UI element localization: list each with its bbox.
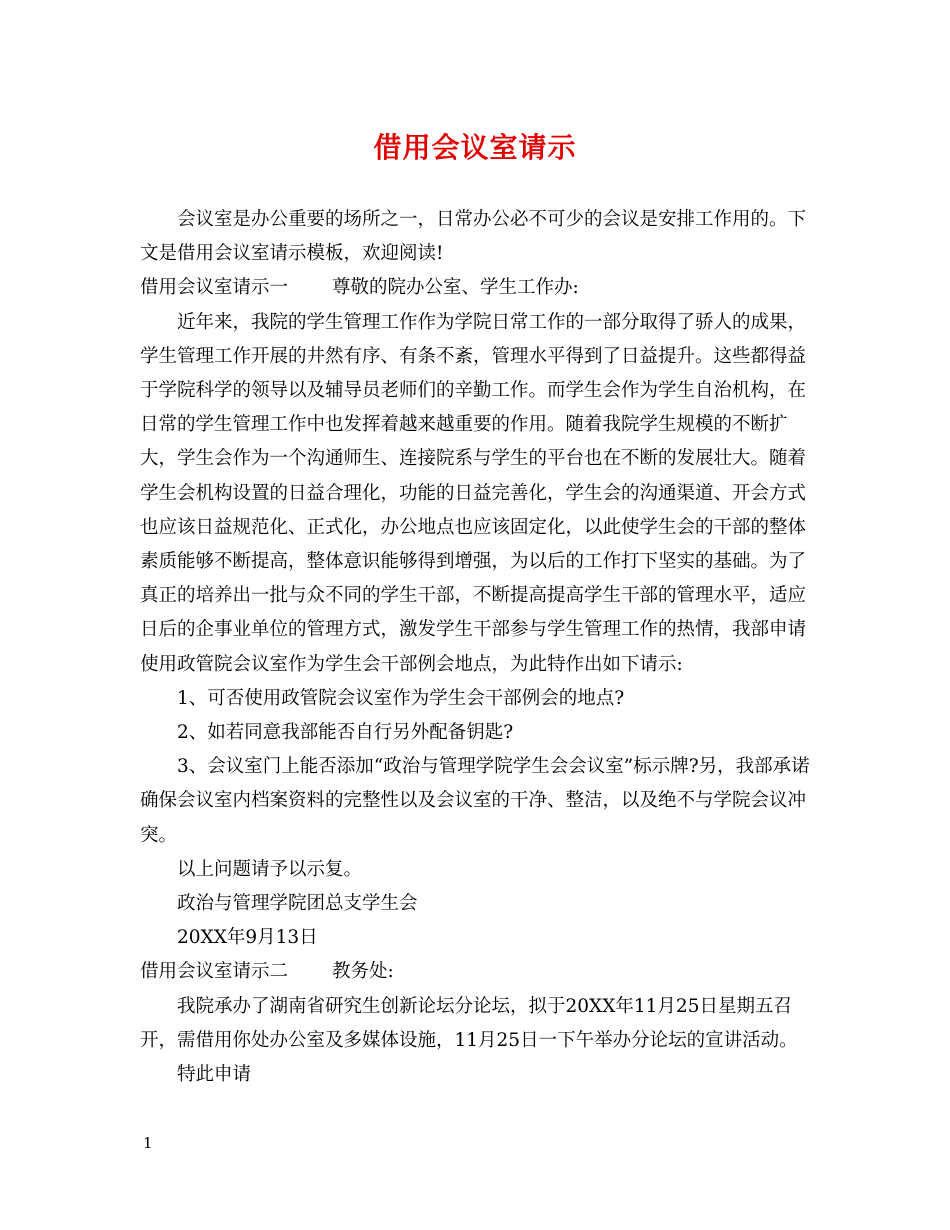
section2-heading-line (140, 955, 820, 989)
section2-closing: 特此申请 (177, 1064, 252, 1086)
page-number: 1 (143, 1134, 153, 1152)
section1-closing: 以上问题请予以示复。 (177, 858, 363, 880)
section1-heading-line (140, 271, 820, 305)
section1-item-3: 3、会议室门上能否添加“政治与管理学院学生会会议室”标示牌?另，我部承诺确保会议室内档案资料的完整性以及会议室的干净、整洁，以及绝不与学院会议冲突。 (140, 756, 810, 846)
section1-addressee: 尊敬的院办公室、学生工作办: (332, 277, 579, 299)
section1-heading: 借用会议室请示一 (140, 277, 289, 299)
section1-item-2: 2、如若同意我部能否自行另外配备钥匙? (177, 722, 514, 744)
intro-paragraph: 会议室是办公重要的场所之一，日常办公必不可少的会议是安排工作用的。下文是借用会议室请示模板，欢迎阅读! (140, 209, 807, 265)
section2-body-paragraph: 我院承办了湖南省研究生创新论坛分论坛，拟于20XX年11月25日星期五召开，需借用你处办公室及多媒体设施，11月25日一下午举办分论坛的宣讲活动。 (140, 995, 798, 1051)
section1-signature: 政治与管理学院团总支学生会 (177, 893, 418, 915)
section1-item-1: 1、可否使用政管院会议室作为学生会干部例会的地点? (177, 687, 625, 709)
section2-addressee: 教务处: (332, 961, 394, 983)
section1-date: 20XX年9月13日 (177, 927, 318, 949)
document-body (140, 203, 820, 1092)
page-title: 借用会议室请示 (373, 131, 577, 164)
section1-body-paragraph: 近年来，我院的学生管理工作作为学院日常工作的一部分取得了骄人的成果，学生管理工作开展的井然有序、有条不紊，管理水平得到了日益提升。这些都得益于学院科学的领导以及辅导员老师们的辛勤工作。而学生会作为学生自治机构，在日常的学生管理工作中也发挥着越来越重要的作用。随着我院学生规模的不断扩大，学生会作为一个沟通师生、连接院系与学生的平台也在不断的发展壮大。随着学生会机构设置的日益合理化，功能的日益完善化，学生会的沟通渠道、开会方式也应该日益规范化、正式化，办公地点也应该固定化，以此使学生会的干部的整体素质能够不断提高，整体意识能够得到增强，为以后的工作打下坚实的基础。为了真正的培养出一批与众不同的学生干部，不断提高提高学生干部的管理水平，适应日后的企事业单位的管理方式，激发学生干部参与学生管理工作的热情，我部申请使用政管院会议室作为学生会干部例会地点，为此特作出如下请示: (140, 311, 807, 675)
section2-heading: 借用会议室请示二 (140, 961, 289, 983)
